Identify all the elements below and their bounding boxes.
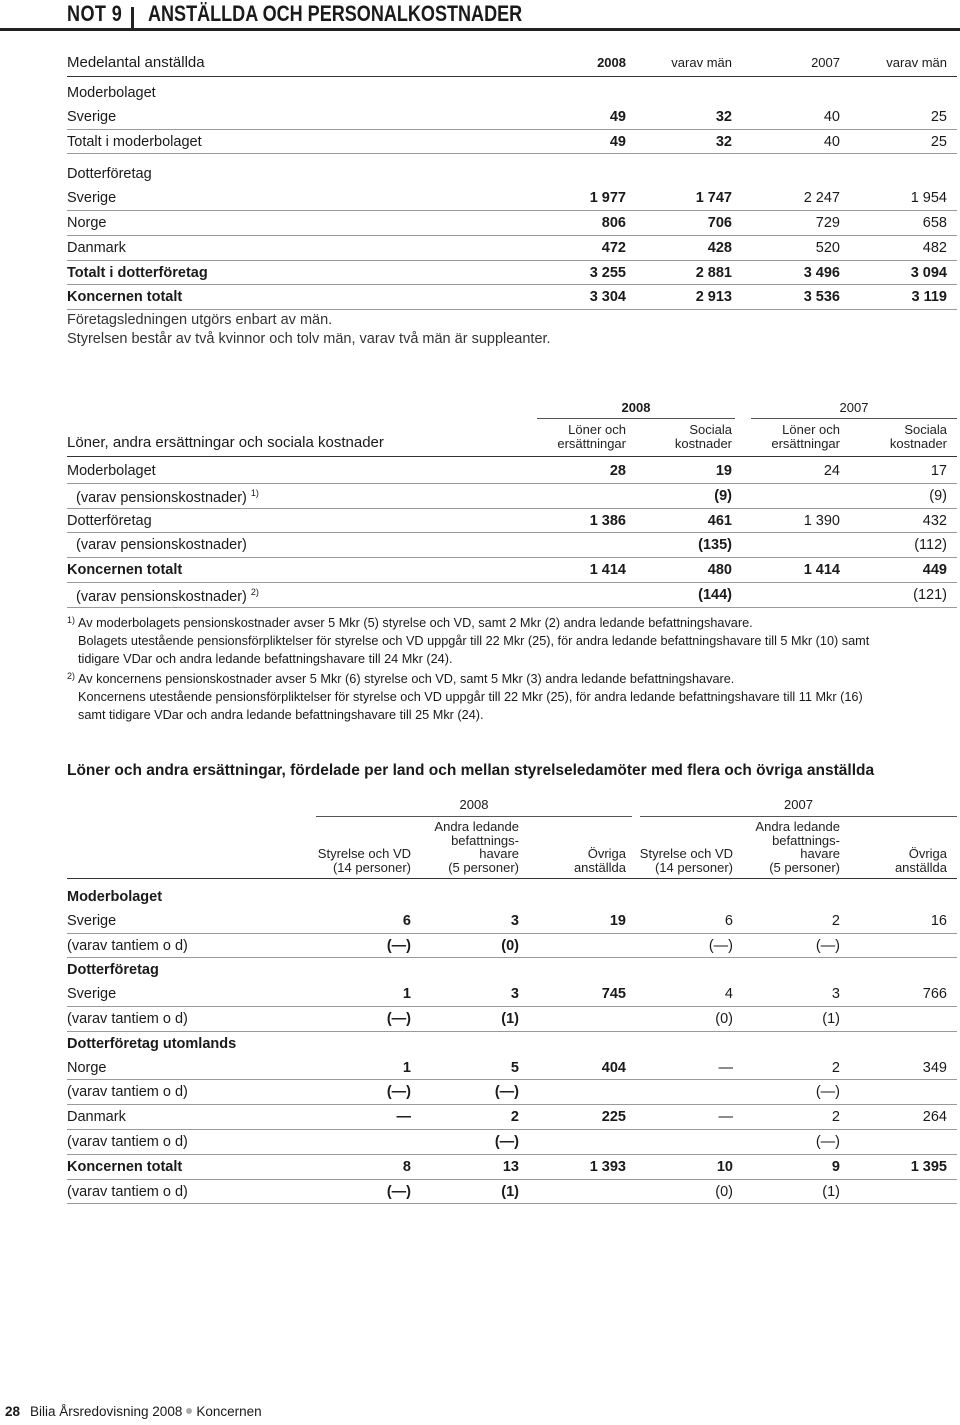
table-row <box>67 909 957 934</box>
table-row <box>67 130 957 155</box>
note-divider <box>131 7 134 28</box>
cell-value: 24 <box>823 463 840 479</box>
table-row <box>67 1155 957 1180</box>
cell-value: 3 304 <box>589 289 626 306</box>
cell-value: 3 094 <box>910 264 947 281</box>
cell-value: 40 <box>823 133 840 150</box>
cell-value: 404 <box>601 1059 626 1076</box>
cell-value: 8 <box>402 1158 411 1175</box>
row-label: (varav tantiem o d) <box>67 1084 188 1101</box>
cell-value: 480 <box>707 562 732 579</box>
page-number: 28 <box>5 1404 21 1419</box>
salaries-rows <box>67 457 957 608</box>
footnote-line: Av moderbolagets pensionskostnader avser 5 Mkr (5) styrelse och VD, samt 2 Mkr (2) andra ledande befattningshavare. <box>78 616 753 630</box>
cell-value: (9) <box>714 487 732 504</box>
cell-value: (—) <box>815 1084 840 1101</box>
row-label: Totalt i dotterföretag <box>67 264 208 281</box>
row-label: Dotterföretag <box>67 962 159 979</box>
cell-value: 1 <box>402 1059 411 1076</box>
cell-value: 32 <box>715 133 732 150</box>
distribution-year-2007: 2007 <box>640 797 957 817</box>
salaries-col-header: Sociala kostnader <box>674 422 732 451</box>
cell-value: (144) <box>698 586 732 603</box>
cell-value: 2 <box>831 1059 840 1076</box>
cell-value: 3 255 <box>589 264 626 281</box>
cell-value: 3 496 <box>803 264 840 281</box>
row-label <box>67 463 156 479</box>
row-label-text: Moderbolaget <box>67 463 156 479</box>
row-label: (varav tantiem o d) <box>67 937 188 954</box>
cell-value: 2 <box>831 912 840 929</box>
cell-value: (0) <box>715 1183 733 1200</box>
cell-value: 2 <box>831 1109 840 1126</box>
row-label: Koncernen totalt <box>67 289 183 306</box>
cell-value: 19 <box>609 912 626 929</box>
cell-value: 1 414 <box>589 562 626 579</box>
cell-value: 449 <box>922 562 947 579</box>
distribution-table <box>67 820 957 1204</box>
cell-value: 25 <box>930 133 947 150</box>
cell-value: 432 <box>922 512 947 529</box>
note-number: NOT 9 <box>67 1 123 26</box>
cell-value: 3 119 <box>911 289 947 306</box>
footer-text: Bilia Årsredovisning 2008 Koncernen <box>30 1404 262 1419</box>
cell-value: 1 977 <box>589 190 626 207</box>
cell-value: (—) <box>494 1084 519 1101</box>
cell-value: 13 <box>502 1158 519 1175</box>
footnote-ref: 1) <box>250 487 259 498</box>
footnote-line: Bolagets utestående pensionsförpliktelser för styrelse och VD uppgår till 22 Mkr (25), för andra ledande befattningshavare till 5 Mkr (10) samt <box>78 634 870 649</box>
cell-value: 25 <box>930 108 947 125</box>
cell-value: 461 <box>707 512 732 529</box>
salaries-table <box>67 420 957 608</box>
row-label-text: (varav pensionskostnader) <box>76 537 247 554</box>
distribution-col-header: Övriga anställda <box>894 846 947 875</box>
table-row <box>67 1180 957 1205</box>
cell-value: 17 <box>930 463 947 479</box>
table-row <box>67 958 957 982</box>
table-row <box>67 236 957 261</box>
cell-value: 2 881 <box>695 264 732 281</box>
employees-table-header <box>67 46 957 77</box>
row-label: (varav tantiem o d) <box>67 1133 188 1150</box>
employees-table <box>67 46 957 310</box>
table-row <box>67 81 957 105</box>
table-row <box>67 934 957 959</box>
row-label-text: (varav pensionskostnader) <box>76 489 247 506</box>
cell-value: 1 <box>402 986 411 1003</box>
footnote-ref: 2) <box>250 586 259 597</box>
distribution-table-header <box>67 820 957 879</box>
table-row <box>67 1080 957 1105</box>
row-label-text: Dotterföretag <box>67 512 152 529</box>
cell-value: 16 <box>930 912 947 929</box>
cell-value: 6 <box>402 912 411 929</box>
cell-value: 49 <box>609 108 626 125</box>
employees-notes <box>67 311 551 348</box>
cell-value: (121) <box>913 586 947 603</box>
table-row <box>67 285 957 310</box>
salaries-year-2008: 2008 <box>537 400 735 419</box>
distribution-rows <box>67 879 957 1204</box>
row-label: Dotterföretag utomlands <box>67 1035 237 1052</box>
table-row <box>67 211 957 236</box>
row-label: (varav tantiem o d) <box>67 1010 188 1027</box>
row-label: Danmark <box>67 1109 126 1126</box>
cell-value: 49 <box>609 133 626 150</box>
row-label: (varav tantiem o d) <box>67 1183 188 1200</box>
cell-value: 806 <box>601 214 626 231</box>
salaries-heading: Löner, andra ersättningar och sociala kostnader <box>67 434 384 451</box>
cell-value: 2 913 <box>695 289 732 306</box>
row-label: Norge <box>67 1059 107 1076</box>
cell-value: 1 386 <box>589 512 626 529</box>
row-label <box>76 537 247 553</box>
footnote-line: samt tidigare VDar och andra ledande befattningshavare till 25 Mkr (24). <box>78 708 484 723</box>
table-row <box>67 1105 957 1130</box>
cell-value: (—) <box>386 1010 411 1027</box>
row-label: Sverige <box>67 190 117 207</box>
row-label: Moderbolaget <box>67 85 156 101</box>
cell-value: — <box>718 1059 733 1076</box>
salaries-table-header <box>67 420 957 457</box>
cell-value: 1 390 <box>803 512 840 529</box>
cell-value: (—) <box>386 1183 411 1200</box>
col-varav-man-2007: varav män <box>886 55 947 70</box>
cell-value: (112) <box>914 537 947 554</box>
col-2008: 2008 <box>597 55 626 70</box>
cell-value: 3 <box>510 986 519 1003</box>
row-label: Koncernen totalt <box>67 1158 183 1175</box>
employees-rows <box>67 77 957 310</box>
table-row <box>67 1130 957 1155</box>
row-label <box>67 513 152 529</box>
distribution-year-2008: 2008 <box>316 797 632 817</box>
row-label-text: Koncernen totalt <box>67 562 183 579</box>
row-label: Dotterföretag <box>67 166 152 183</box>
cell-value: — <box>396 1109 411 1126</box>
cell-value: 472 <box>601 239 626 256</box>
cell-value: (1) <box>822 1183 840 1200</box>
bullet-dot-icon <box>186 1408 192 1414</box>
cell-value: (0) <box>501 937 519 954</box>
table-row <box>67 1007 957 1032</box>
row-label: Sverige <box>67 986 117 1003</box>
cell-value: 520 <box>815 239 840 256</box>
cell-value: 2 247 <box>803 190 840 207</box>
cell-value: 3 536 <box>803 289 840 306</box>
cell-value: (—) <box>815 1133 840 1150</box>
table-row <box>67 885 957 909</box>
cell-value: 9 <box>831 1158 840 1175</box>
table-row <box>67 105 957 130</box>
cell-value: 706 <box>707 214 732 231</box>
row-label <box>76 587 259 605</box>
employees-heading: Medelantal anställda <box>67 54 205 71</box>
note-title: ANSTÄLLDA OCH PERSONALKOSTNADER <box>148 1 523 26</box>
cell-value: 5 <box>510 1059 519 1076</box>
cell-value: 32 <box>715 108 732 125</box>
footnote <box>67 670 957 725</box>
cell-value: 349 <box>922 1059 947 1076</box>
distribution-col-header: Styrelse och VD (14 personer) <box>317 846 411 875</box>
table-row <box>67 162 957 186</box>
col-varav-man-2008: varav män <box>671 55 732 70</box>
cell-value: — <box>718 1109 733 1126</box>
table-row <box>67 982 957 1007</box>
distribution-col-header: Styrelse och VD (14 personer) <box>639 846 733 875</box>
table-row <box>67 509 957 534</box>
cell-value: 766 <box>922 986 947 1003</box>
cell-value: 745 <box>601 986 626 1003</box>
footnote-mark: 2) <box>67 671 76 681</box>
note-header <box>0 0 960 31</box>
cell-value: 482 <box>922 239 947 256</box>
salaries-col-header: Löner och ersättningar <box>771 422 840 451</box>
cell-value: (—) <box>494 1133 519 1150</box>
row-label: Moderbolaget <box>67 889 163 905</box>
cell-value: 28 <box>609 463 626 479</box>
cell-value: (135) <box>698 537 732 554</box>
footnote-mark: 1) <box>67 615 76 625</box>
cell-value: 658 <box>922 214 947 231</box>
cell-value: 1 393 <box>589 1158 626 1175</box>
salaries-col-header: Sociala kostnader <box>889 422 947 451</box>
col-2007: 2007 <box>811 55 840 70</box>
table-row <box>67 484 957 509</box>
row-label-text: (varav pensionskostnader) <box>76 588 247 605</box>
table-row <box>67 261 957 286</box>
row-label: Danmark <box>67 239 126 256</box>
table-row <box>67 1032 957 1056</box>
table-row <box>67 459 957 484</box>
footnote-line: Av koncernens pensionskostnader avser 5 Mkr (6) styrelse och VD, samt 5 Mkr (3) andra ledande befattningshavare. <box>78 672 735 686</box>
cell-value: 428 <box>707 239 732 256</box>
table-row <box>67 1056 957 1081</box>
cell-value: (—) <box>386 937 411 954</box>
table-row <box>67 558 957 583</box>
cell-value: (0) <box>715 1010 733 1027</box>
row-label: Sverige <box>67 912 117 929</box>
cell-value: 10 <box>716 1158 733 1175</box>
employees-note: Företagsledningen utgörs enbart av män. <box>67 312 333 328</box>
cell-value: 1 954 <box>910 190 947 207</box>
cell-value: 19 <box>715 463 732 479</box>
cell-value: 3 <box>831 986 840 1003</box>
cell-value: 1 747 <box>695 190 732 207</box>
salaries-year-2007: 2007 <box>751 400 957 419</box>
distribution-col-header: Andra ledande befattnings- havare (5 personer) <box>755 819 840 875</box>
cell-value: 40 <box>823 108 840 125</box>
distribution-col-header: Övriga anställda <box>573 846 626 875</box>
cell-value: 1 395 <box>910 1158 947 1175</box>
cell-value: (9) <box>929 487 947 504</box>
cell-value: 225 <box>601 1109 626 1126</box>
row-label: Totalt i moderbolaget <box>67 133 202 150</box>
cell-value: (1) <box>822 1010 840 1027</box>
cell-value: 2 <box>510 1109 519 1126</box>
table-row <box>67 186 957 211</box>
cell-value: 4 <box>724 986 733 1003</box>
row-label <box>76 488 259 506</box>
footnote-line: tidigare VDar och andra ledande befattningshavare till 24 Mkr (24). <box>78 652 453 667</box>
cell-value: 3 <box>510 912 519 929</box>
cell-value: 1 414 <box>803 562 840 579</box>
table-row <box>67 583 957 608</box>
cell-value: 6 <box>724 912 733 929</box>
row-label: Sverige <box>67 108 117 125</box>
footnote <box>67 614 957 669</box>
cell-value: (—) <box>815 937 840 954</box>
employees-note: Styrelsen består av två kvinnor och tolv män, varav två män är suppleanter. <box>67 330 551 347</box>
table-row <box>67 533 957 558</box>
cell-value: 729 <box>815 214 840 231</box>
footnote-line: Koncernens utestående pensionsförpliktelser för styrelse och VD uppgår till 22 Mkr (25), för andra ledande befattningshavare till 11 Mkr (16) <box>78 690 863 705</box>
cell-value: (1) <box>501 1010 519 1027</box>
distribution-heading: Löner och andra ersättningar, fördelade per land och mellan styrelseledamöter med flera och övriga anställda <box>67 762 875 779</box>
cell-value: 264 <box>922 1109 947 1126</box>
salaries-col-header: Löner och ersättningar <box>557 422 626 451</box>
row-label <box>67 562 182 578</box>
cell-value: (—) <box>386 1084 411 1101</box>
distribution-col-header: Andra ledande befattnings- havare (5 personer) <box>434 819 519 875</box>
row-label: Norge <box>67 214 107 231</box>
cell-value: (1) <box>501 1183 519 1200</box>
cell-value: (—) <box>708 937 733 954</box>
